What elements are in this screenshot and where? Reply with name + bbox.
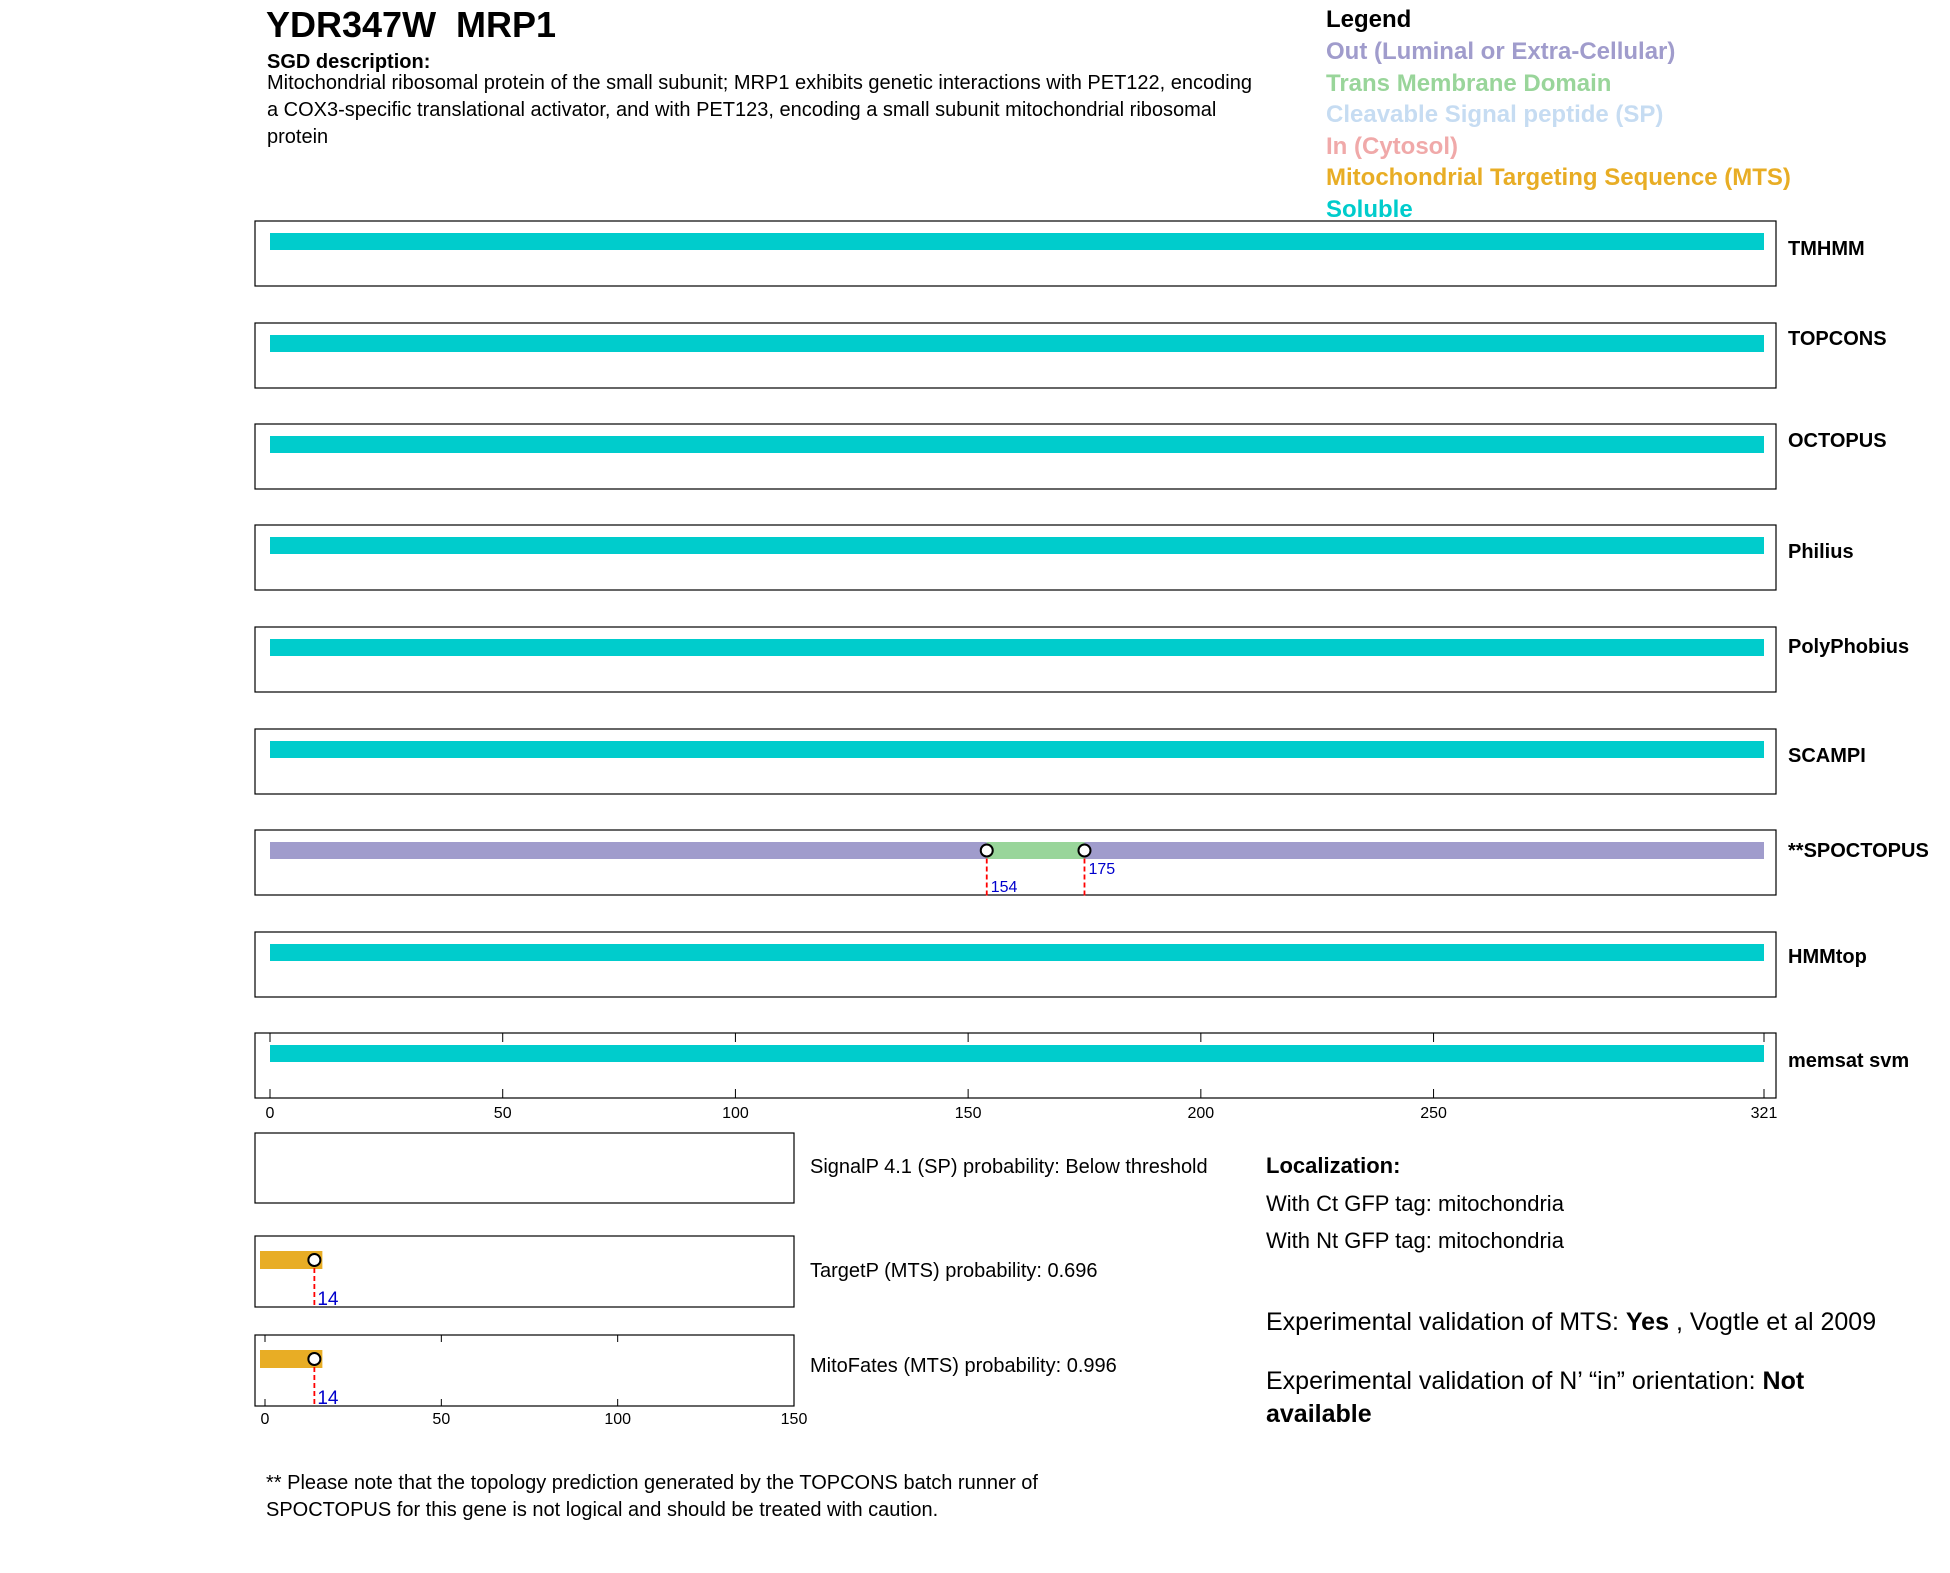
legend-title: Legend — [1326, 6, 1412, 33]
x-tick-label-321: 321 — [1750, 1105, 1778, 1122]
segment-hmmtop-0 — [270, 944, 1764, 961]
small-x-tick-label-100: 100 — [604, 1411, 632, 1428]
localization-nt: With Nt GFP tag: mitochondria — [1266, 1228, 1564, 1253]
track-label-topcons: TOPCONS — [1788, 328, 1887, 350]
small-x-tick-label-0: 0 — [260, 1411, 270, 1428]
legend-item-out: Out (Luminal or Extra-Cellular) — [1326, 38, 1676, 65]
panel-text-targetp: TargetP (MTS) probability: 0.696 — [810, 1260, 1098, 1282]
track-box-memsat-svm — [255, 1033, 1776, 1098]
x-tick-label-50: 50 — [493, 1105, 512, 1122]
localization-ct: With Ct GFP tag: mitochondria — [1266, 1191, 1564, 1216]
segment-octopus-0 — [270, 436, 1764, 453]
segment-tmhmm-0 — [270, 233, 1764, 250]
legend-item-soluble: Soluble — [1326, 195, 1413, 223]
track-label-spoctopus: **SPOCTOPUS — [1788, 840, 1929, 862]
marker-point-spoctopus-175 — [1078, 845, 1090, 857]
segment-spoctopus-2 — [1084, 842, 1764, 859]
panel-text-signalp: SignalP 4.1 (SP) probability: Below threshold — [810, 1156, 1208, 1178]
x-tick-label-100: 100 — [722, 1105, 749, 1122]
segment-spoctopus-1 — [987, 842, 1085, 859]
marker-label-spoctopus-154: 154 — [990, 879, 1018, 896]
track-box-octopus — [255, 424, 1776, 489]
mts-validation — [1266, 1306, 1876, 1339]
x-tick-label-150: 150 — [954, 1105, 982, 1122]
track-box-polyphobius — [255, 627, 1776, 692]
mts-validation-suffix: , Vogtle et al 2009 — [1669, 1308, 1877, 1336]
track-label-scampi: SCAMPI — [1788, 745, 1866, 767]
track-label-tmhmm: TMHMM — [1788, 238, 1865, 260]
segment-philius-0 — [270, 537, 1764, 554]
segment-spoctopus-0 — [270, 842, 987, 859]
n-validation-value: Not available — [1266, 1367, 1805, 1428]
mts-validation-value: Yes — [1625, 1308, 1669, 1336]
track-label-hmmtop: HMMtop — [1788, 946, 1867, 968]
legend-item-in: In (Cytosol) — [1326, 132, 1458, 160]
n-orientation-validation — [1266, 1365, 1866, 1431]
track-label-memsat-svm: memsat svm — [1788, 1050, 1910, 1072]
segment-memsat-svm-0 — [270, 1045, 1764, 1062]
gene-title: YDR347W MRP1 — [266, 4, 557, 45]
sgd-description-label: SGD description: — [267, 51, 431, 73]
x-tick-label-200: 200 — [1187, 1105, 1215, 1122]
track-label-octopus: OCTOPUS — [1788, 430, 1887, 452]
track-box-tmhmm — [255, 221, 1776, 286]
x-tick-label-250: 250 — [1420, 1105, 1447, 1122]
footnote: ** Please note that the topology prediction generated by the TOPCONS batch runner of SPOCTOPUS for this gene is not logical and should be treated with caution. — [266, 1472, 1038, 1521]
legend-item-mts: Mitochondrial Targeting Sequence (MTS) — [1326, 164, 1791, 192]
localization-panel — [1266, 1147, 1564, 1259]
track-label-philius: Philius — [1788, 541, 1854, 563]
segment-topcons-0 — [270, 335, 1764, 352]
track-box-philius — [255, 525, 1776, 590]
legend-item-tm: Trans Membrane Domain — [1326, 69, 1612, 97]
legend-item-sp: Cleavable Signal peptide (SP) — [1326, 101, 1664, 129]
mts-validation-prefix: Experimental validation of MTS: — [1266, 1308, 1626, 1336]
panel-text-mitofates: MitoFates (MTS) probability: 0.996 — [810, 1355, 1117, 1377]
x-tick-label-0: 0 — [265, 1105, 275, 1122]
marker-label-targetp-14: 14 — [317, 1289, 339, 1310]
small-x-tick-label-150: 150 — [780, 1411, 808, 1428]
track-box-topcons — [255, 323, 1776, 388]
marker-label-mitofates-14: 14 — [317, 1388, 339, 1409]
sgd-description-text: Mitochondrial ribosomal protein of the small subunit; MRP1 exhibits genetic interactions with PET122, encoding a COX3-specific translational activator, and with PET123, encoding a small subunit mitochondrial ribosomal protein — [267, 72, 1252, 148]
localization-title: Localization: — [1266, 1153, 1401, 1178]
marker-point-targetp-14 — [308, 1254, 320, 1266]
segment-polyphobius-0 — [270, 639, 1764, 656]
segment-scampi-0 — [270, 741, 1764, 758]
track-label-polyphobius: PolyPhobius — [1788, 636, 1910, 658]
marker-point-spoctopus-154 — [981, 845, 993, 857]
panel-box-signalp — [255, 1133, 794, 1203]
track-box-hmmtop — [255, 932, 1776, 997]
marker-point-mitofates-14 — [308, 1353, 320, 1365]
track-box-scampi — [255, 729, 1776, 794]
n-validation-prefix: Experimental validation of N’ “in” orientation: — [1266, 1367, 1763, 1395]
marker-label-spoctopus-175: 175 — [1088, 861, 1116, 878]
small-x-tick-label-50: 50 — [432, 1411, 451, 1428]
